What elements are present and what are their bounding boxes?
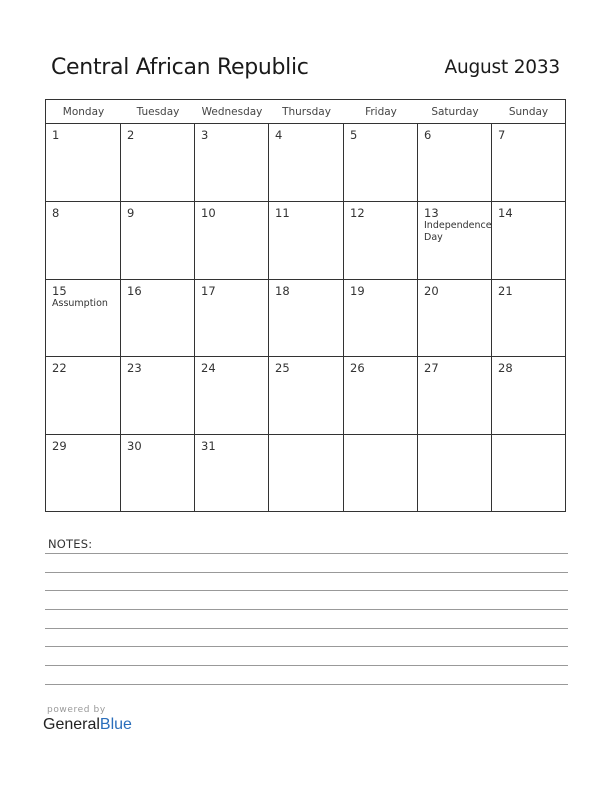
- day-number: 25: [275, 361, 290, 375]
- day-number: 10: [201, 206, 216, 220]
- day-number: 22: [52, 361, 67, 375]
- day-cell: [418, 357, 492, 435]
- generalblue-logo: [43, 716, 132, 734]
- day-number: 19: [350, 284, 365, 298]
- day-number: 12: [350, 206, 365, 220]
- day-cell: [195, 435, 269, 511]
- brand-general: General: [43, 716, 100, 733]
- powered-by-text: powered by: [47, 705, 106, 715]
- day-number: 14: [498, 206, 513, 220]
- day-cell: [195, 202, 269, 280]
- weekday-monday: Monday: [62, 106, 105, 118]
- day-cell: [269, 124, 344, 202]
- weekday-tuesday: Tuesday: [136, 106, 180, 118]
- day-number: 3: [201, 128, 209, 142]
- day-cell: [121, 124, 195, 202]
- day-cell: [269, 202, 344, 280]
- day-cell: [344, 280, 418, 357]
- notes-label: NOTES:: [48, 537, 93, 551]
- weekday-friday: Friday: [365, 106, 397, 118]
- day-cell: [269, 357, 344, 435]
- brand-blue: Blue: [99, 716, 132, 733]
- day-number: 30: [127, 439, 142, 453]
- day-number: 17: [201, 284, 216, 298]
- holiday-label: Independence Day: [424, 220, 492, 243]
- day-cell: [492, 435, 565, 511]
- day-cell: [418, 124, 492, 202]
- day-cell: [269, 435, 344, 511]
- day-number: 21: [498, 284, 513, 298]
- day-number: 9: [127, 206, 135, 220]
- day-cell: [344, 357, 418, 435]
- day-cell: [195, 124, 269, 202]
- day-cell: [418, 202, 492, 280]
- country-title: Central African Republic: [51, 55, 309, 80]
- note-line: [45, 572, 568, 573]
- day-cell: [344, 202, 418, 280]
- day-number: 8: [52, 206, 60, 220]
- day-cell: [344, 124, 418, 202]
- weekday-saturday: Saturday: [431, 106, 479, 118]
- weekday-header: [46, 100, 565, 124]
- day-cell: [418, 280, 492, 357]
- holiday-label: Assumption: [52, 298, 108, 309]
- day-number: 28: [498, 361, 513, 375]
- day-cell: [46, 435, 121, 511]
- note-line: [45, 590, 568, 591]
- day-cell: [492, 280, 565, 357]
- day-number: 23: [127, 361, 142, 375]
- day-cell: [46, 357, 121, 435]
- weekday-wednesday: Wednesday: [201, 106, 263, 118]
- day-number: 13: [424, 206, 439, 220]
- month-title: August 2033: [444, 57, 560, 78]
- day-cell: [195, 280, 269, 357]
- day-cell: [344, 435, 418, 511]
- day-number: 29: [52, 439, 67, 453]
- day-number: 6: [424, 128, 432, 142]
- note-line: [45, 628, 568, 629]
- day-number: 2: [127, 128, 135, 142]
- day-number: 5: [350, 128, 358, 142]
- day-cell: [121, 435, 195, 511]
- day-cell: [418, 435, 492, 511]
- day-cell: [492, 202, 565, 280]
- day-cell: [46, 202, 121, 280]
- day-cell: [195, 357, 269, 435]
- day-number: 16: [127, 284, 142, 298]
- day-number: 27: [424, 361, 439, 375]
- note-line: [45, 684, 568, 685]
- day-number: 4: [275, 128, 283, 142]
- note-line: [45, 609, 568, 610]
- day-cell: [492, 124, 565, 202]
- day-cell: [121, 357, 195, 435]
- note-line: [45, 646, 568, 647]
- day-number: 7: [498, 128, 506, 142]
- note-line: [45, 553, 568, 554]
- day-number: 1: [52, 128, 60, 142]
- calendar-grid: [45, 99, 566, 512]
- weekday-sunday: Sunday: [508, 106, 549, 118]
- day-number: 20: [424, 284, 439, 298]
- day-number: 26: [350, 361, 365, 375]
- day-number: 18: [275, 284, 290, 298]
- weekday-thursday: Thursday: [282, 106, 331, 118]
- note-line: [45, 665, 568, 666]
- day-number: 15: [52, 284, 67, 298]
- day-cell: [269, 280, 344, 357]
- day-cell: [46, 280, 121, 357]
- day-cell: [121, 202, 195, 280]
- day-cell: [46, 124, 121, 202]
- day-number: 24: [201, 361, 216, 375]
- day-number: 31: [201, 439, 216, 453]
- day-number: 11: [275, 206, 290, 220]
- day-cell: [492, 357, 565, 435]
- day-cell: [121, 280, 195, 357]
